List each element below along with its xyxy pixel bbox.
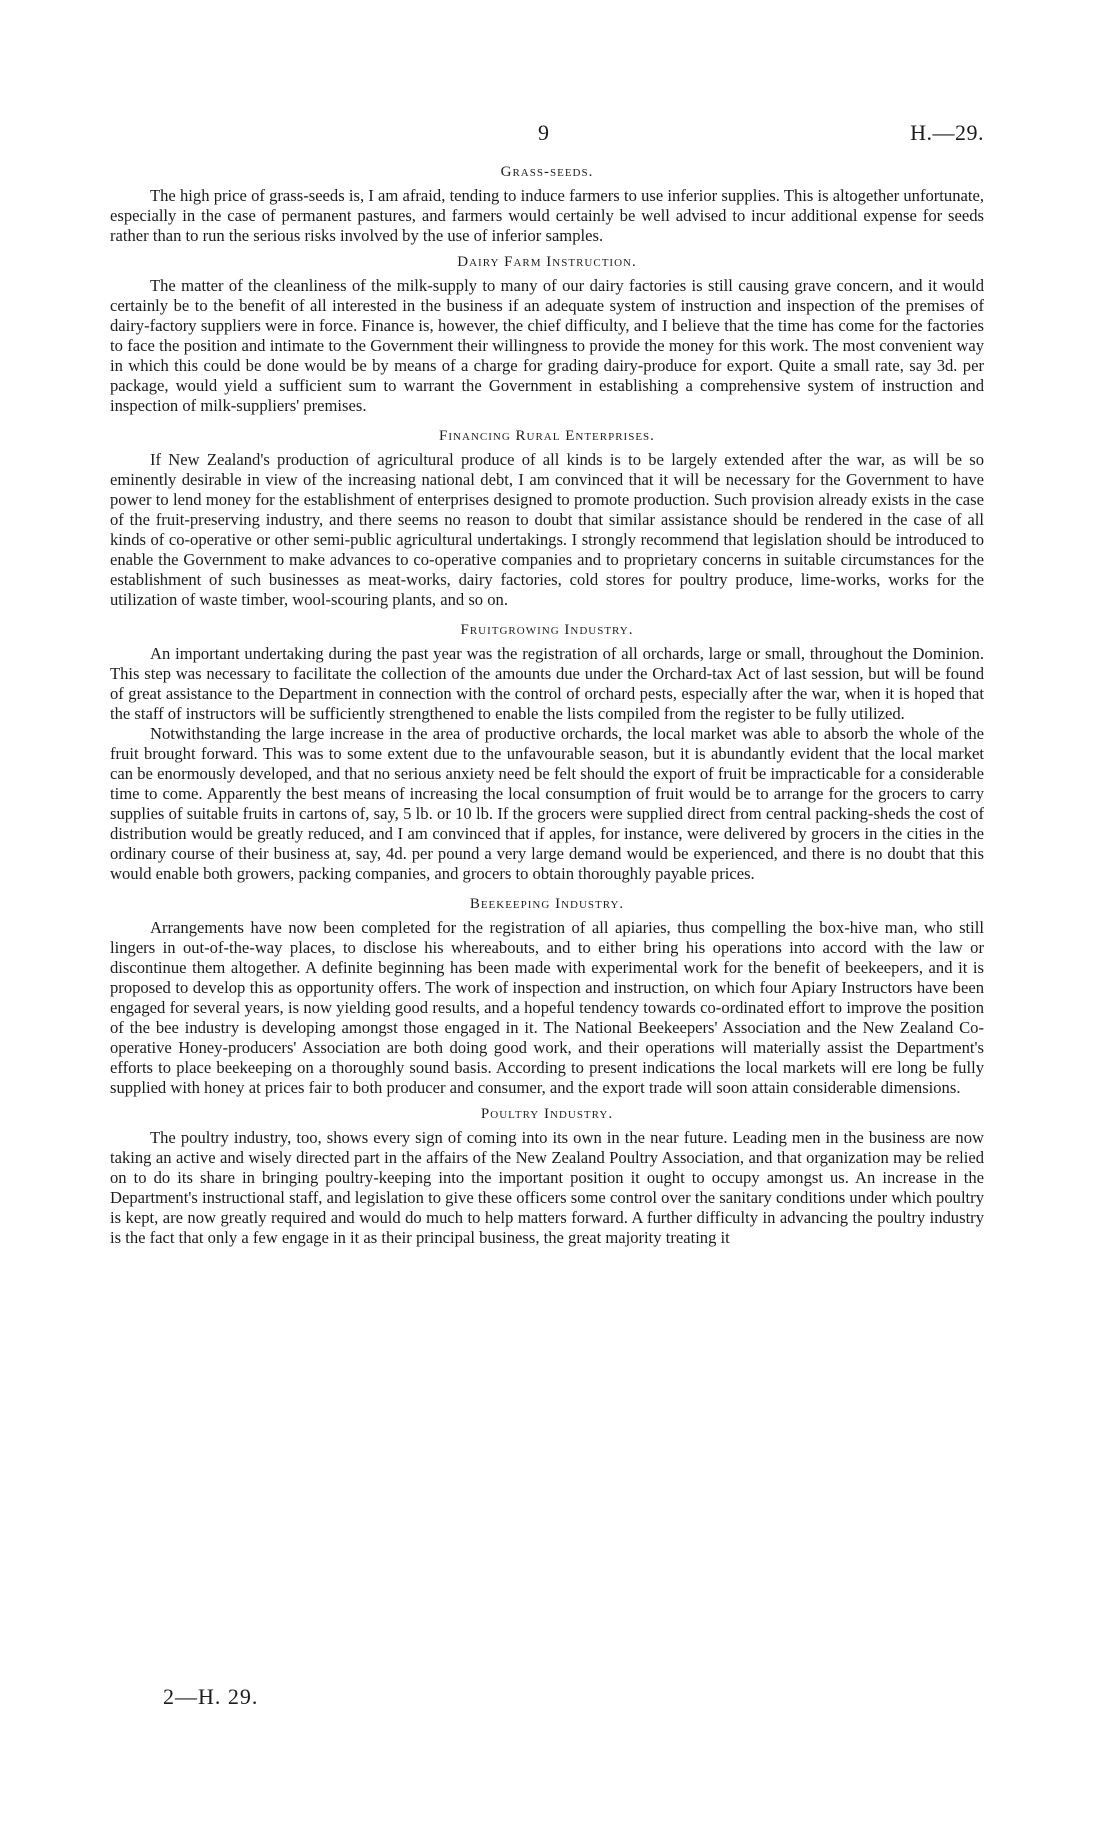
- paragraph: An important undertaking during the past year was the registration of all orchards, large or small, throughout the Dominion. This step was necessary to facilitate the collection of the amounts due under the Orchard-tax Act of last session, but will be found of great assistance to the Department in connection with the control of orchard pests, especially after the war, when it is hoped that the staff of instructors will be sufficiently strengthened to enable the lists compiled from the register to be fully utilized.: [110, 644, 984, 723]
- section-beekeeping-industry: [110, 894, 984, 1098]
- section-heading: Grass-seeds.: [500, 164, 594, 180]
- section-poultry-industry: [110, 1104, 984, 1248]
- section-heading: Beekeeping Industry.: [469, 896, 625, 912]
- paragraph: If New Zealand's production of agricultural produce of all kinds is to be largely extended after the war, as will be so eminently desirable in view of the increasing national debt, I am convinced that it will be necessary for the Government to have power to lend money for the establishment of enterprises designed to promote production. Such provision already exists in the case of the fruit-preserving industry, and there seems no reason to doubt that similar assistance should be rendered in the case of all kinds of co-operative or other semi-public agricultural undertakings. I strongly recommend that legislation should be introduced to enable the Government to make advances to co-operative companies and to proprietary concerns in suitable circumstances for the establishment of such businesses as meat-works, dairy factories, cold stores for poultry produce, lime-works, works for the utilization of waste timber, wool-scouring plants, and so on.: [110, 450, 984, 609]
- section-heading: Poultry Industry.: [480, 1106, 614, 1122]
- document-reference: H.—29.: [910, 120, 984, 145]
- section-heading: Financing Rural Enterprises.: [439, 428, 655, 444]
- paragraph: Notwithstanding the large increase in the area of productive orchards, the local market was able to absorb the whole of the fruit brought forward. This was to some extent due to the unfavourable season, but it is abundantly evident that the local market can be enormously developed, and that no serious anxiety need be felt should the export of fruit be impracticable for a considerable time to come. Apparently the best means of increasing the local consumption of fruit would be to arrange for the grocers to carry supplies of suitable fruits in cartons of, say, 5 lb. or 10 lb. If the grocers were supplied direct from central packing-sheds the cost of distribution would be greatly reduced, and I am convinced that if apples, for instance, were delivered by grocers in the cities in the ordinary course of their business at, say, 4d. per pound a very large demand would be experienced, and there is no doubt that this would enable both growers, packing companies, and grocers to obtain thoroughly payable prices.: [110, 724, 984, 883]
- page-header: [0, 120, 1114, 146]
- section-heading: Fruitgrowing Industry.: [460, 622, 634, 638]
- section-heading: Dairy Farm Instruction.: [457, 254, 637, 270]
- paragraph: Arrangements have now been completed for the registration of all apiaries, thus compelling the box-hive man, who still lingers in out-of-the-way places, to disclose his whereabouts, and to either bring his operations into accord with the law or discontinue them altogether. A definite beginning has been made with experimental work for the benefit of beekeepers, and it is proposed to develop this as opportunity offers. The work of inspection and instruction, on which four Apiary Instructors have been engaged for several years, is now yielding good results, and a hopeful tendency towards co-ordinated effort to improve the position of the bee industry is developing amongst those engaged in it. The National Beekeepers' Association and the New Zealand Co-operative Honey-producers' Association are both doing good work, and their operations will materially assist the Department's efforts to place beekeeping on a thoroughly sound basis. According to present indications the local markets will ere long be fully supplied with honey at prices fair to both producer and consumer, and the export trade will soon attain considerable dimensions.: [110, 918, 984, 1097]
- paragraph: The poultry industry, too, shows every sign of coming into its own in the near future. Leading men in the business are now taking an active and wisely directed part in the affairs of the New Zealand Poultry Association, and that organization may be relied on to do its share in bringing poultry-keeping into the important position it ought to occupy amongst us. An increase in the Department's instructional staff, and legislation to give these officers some control over the sanitary conditions under which poultry is kept, are now greatly required and would do much to help matters forward. A further difficulty in advancing the poultry industry is the fact that only a few engage in it as their principal business, the great majority treating it: [110, 1128, 984, 1247]
- page-footer-signature: 2—H. 29.: [163, 1684, 259, 1709]
- section-grass-seeds: [110, 162, 984, 246]
- paragraph: The high price of grass-seeds is, I am afraid, tending to induce farmers to use inferior supplies. This is altogether unfortunate, especially in the case of permanent pastures, and farmers would certainly be well advised to incur additional expense for seeds rather than to run the serious risks involved by the use of inferior samples.: [110, 186, 984, 245]
- paragraph: The matter of the cleanliness of the milk-supply to many of our dairy factories is still causing grave concern, and it would certainly be to the benefit of all interested in the business if an adequate system of instruction and inspection of the premises of dairy-factory suppliers were in force. Finance is, however, the chief difficulty, and I believe that the time has come for the factories to face the position and intimate to the Government their willingness to provide the money for this work. The most convenient way in which this could be done would be by means of a charge for grading dairy-produce for export. Quite a small rate, say 3d. per package, would yield a sufficient sum to warrant the Government in establishing a comprehensive system of instruction and inspection of milk-suppliers' premises.: [110, 276, 984, 415]
- page-body: [110, 162, 984, 1248]
- page-number: 9: [538, 120, 549, 145]
- section-fruitgrowing-industry: [110, 620, 984, 884]
- section-financing-rural-enterprises: [110, 426, 984, 610]
- section-dairy-farm-instruction: [110, 252, 984, 416]
